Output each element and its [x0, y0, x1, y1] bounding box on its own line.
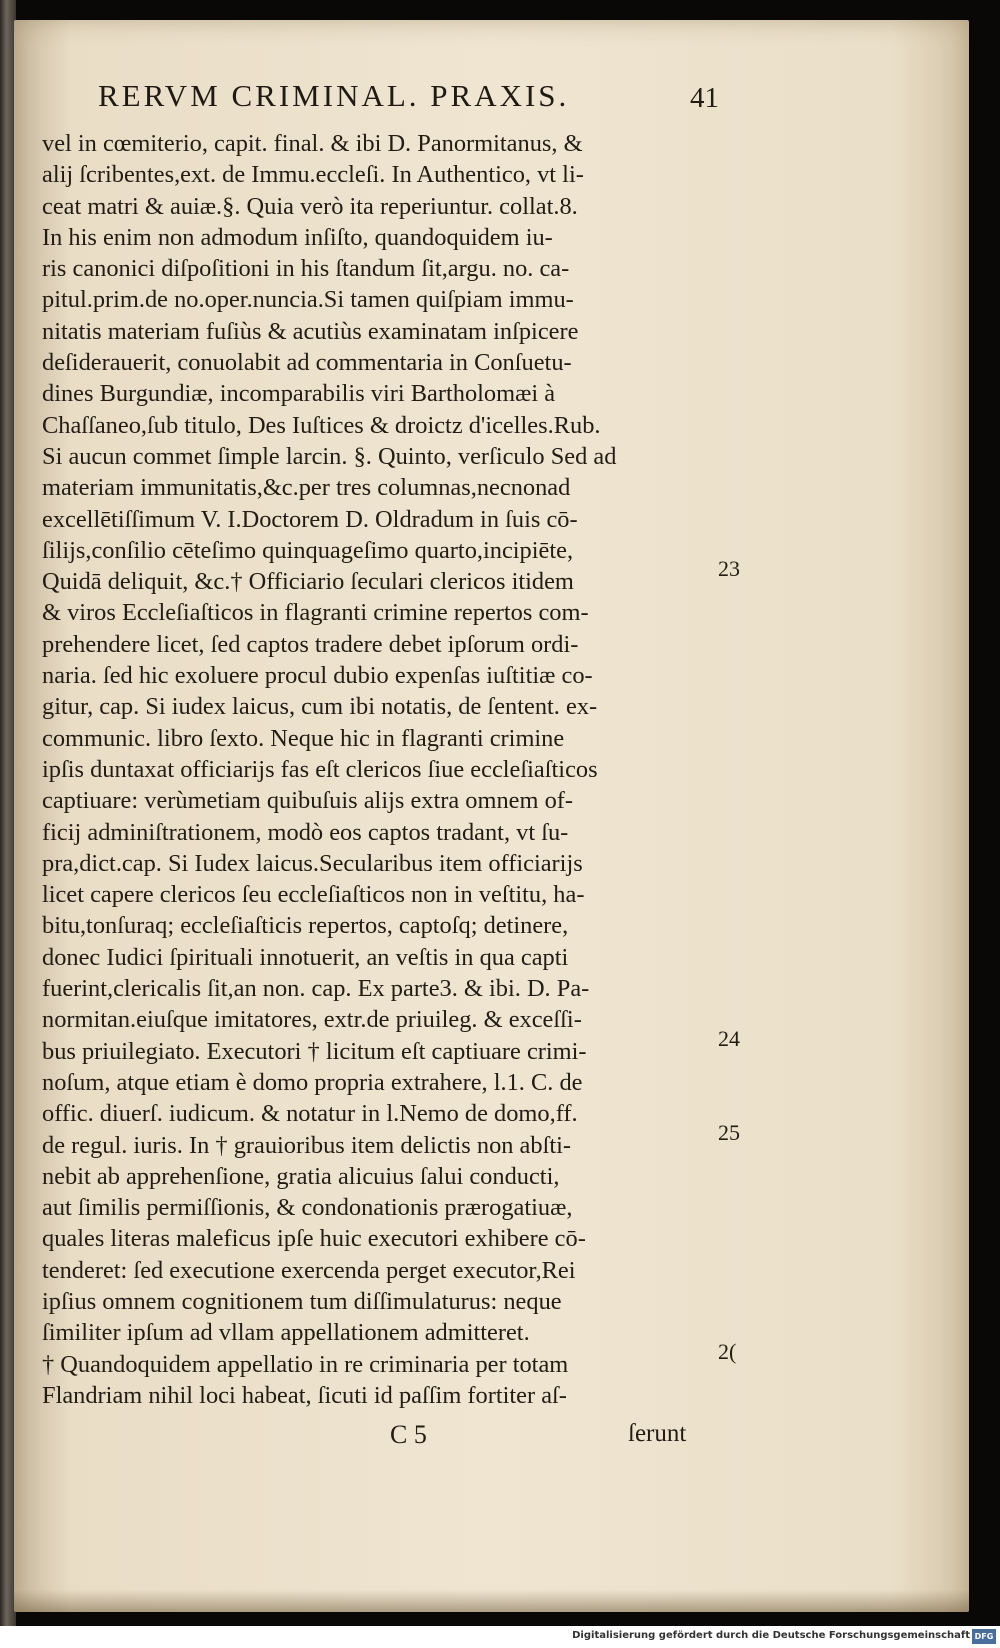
- text-line: nitatis materiam fuſiùs & acutiùs examinatam inſpicere: [42, 317, 579, 345]
- text-line: pra,dict.cap. Si Iudex laicus.Secularibus item officiarijs: [42, 849, 583, 877]
- text-line: ſimiliter ipſum ad vllam appellationem admitteret.: [42, 1319, 530, 1347]
- text-line: alij ſcribentes,ext. de Immu.eccleſi. In Authentico, vt li-: [42, 161, 584, 189]
- text-line: ris canonici diſpoſitioni in his ſtandum ſit,argu. no. ca-: [42, 255, 570, 283]
- text-line: ficij adminiſtrationem, modò eos captos tradant, vt ſu-: [42, 818, 569, 846]
- running-head: RERVM CRIMINAL. PRAXIS.: [98, 78, 570, 113]
- text-line: noſum, atque etiam è domo propria extrahere, l.1. C. de: [42, 1068, 583, 1096]
- text-line: Quidā deliquit, &c.† Officiario ſeculari clericos itidem: [42, 568, 574, 596]
- text-line: naria. ſed hic exoluere procul dubio expenſas iuſtitiæ co-: [42, 662, 593, 690]
- text-line: communic. libro ſexto. Neque hic in flagranti crimine: [42, 724, 565, 752]
- marginal-number: 24: [718, 1025, 740, 1051]
- text-line: ipſis duntaxat officiarijs fas eſt clericos ſiue eccleſiaſticos: [42, 755, 598, 783]
- text-line: † Quandoquidem appellatio in re criminaria per totam: [42, 1350, 569, 1378]
- text-line: ipſius omnem cognitionem tum diſſimulaturus: neque: [42, 1287, 562, 1315]
- funding-footer: [0, 1626, 1000, 1648]
- text-line: Chaſſaneo,ſub titulo, Des Iuſtices & droictz d'icelles.Rub.: [42, 411, 601, 439]
- text-line: & viros Eccleſiaſticos in flagranti crimine repertos com-: [42, 599, 589, 627]
- text-line: Si aucun commet ſimple larcin. §. Quinto, verſiculo Sed ad: [42, 442, 617, 470]
- text-line: normitan.eiuſque imitatores, extr.de priuileg. & exceſſi-: [42, 1006, 582, 1034]
- text-line: licet capere clericos ſeu eccleſiaſticos non in veſtitu, ha-: [42, 881, 585, 909]
- folio-number: 41: [690, 82, 719, 114]
- text-line: fuerint,clericalis ſit,an non. cap. Ex parte3. & ibi. D. Pa-: [42, 975, 590, 1003]
- catchword: ſerunt: [628, 1420, 687, 1447]
- text-line: nebit ab apprehenſione, gratia alicuius ſalui conducti,: [42, 1162, 560, 1190]
- text-line: donec Iudici ſpirituali innotuerit, an veſtis in qua capti: [42, 943, 569, 971]
- text-line: tenderet: ſed executione exercenda perget executor,Rei: [42, 1256, 576, 1284]
- text-line: Flandriam nihil loci habeat, ſicuti id paſſim fortiter aſ-: [42, 1381, 567, 1409]
- footer-credit: Digitalisierung gefördert durch die Deutsche Forschungsgemeinschaft: [572, 1630, 970, 1641]
- text-line: captiuare: verùmetiam quibuſuis alijs extra omnem of-: [42, 787, 574, 815]
- body-text: [42, 128, 732, 1411]
- dfg-logo-icon: DFG: [972, 1629, 996, 1644]
- text-line: de regul. iuris. In † grauioribus item delictis non abſti-: [42, 1131, 572, 1159]
- page-edge-shadow: [14, 1590, 969, 1612]
- text-line: offic. diuerſ. iudicum. & notatur in l.Nemo de domo,ff.: [42, 1100, 578, 1128]
- text-line: ſilijs,conſilio cēteſimo quinquageſimo quarto,incipiēte,: [42, 536, 574, 564]
- text-line: quales literas maleficus ipſe huic executori exhibere cō-: [42, 1225, 586, 1253]
- text-line: aut ſimilis permiſſionis, & condonationis prærogatiuæ,: [42, 1194, 573, 1222]
- marginal-number: 23: [718, 556, 740, 582]
- marginal-number: 25: [718, 1119, 740, 1145]
- text-line: bitu,tonſuraq; eccleſiaſticis repertos, captoſq; detinere,: [42, 912, 569, 940]
- text-line: pitul.prim.de no.oper.nuncia.Si tamen quiſpiam immu-: [42, 286, 574, 314]
- marginal-number: 2(: [718, 1338, 737, 1364]
- text-line: dines Burgundiæ, incomparabilis viri Bartholomæi à: [42, 380, 556, 408]
- text-line: bus priuilegiato. Executori † licitum eſt captiuare crimi-: [42, 1037, 587, 1065]
- signature-mark: C 5: [390, 1420, 427, 1449]
- text-line: In his enim non admodum inſiſto, quandoquidem iu-: [42, 223, 553, 251]
- text-line: prehendere licet, ſed captos tradere debet ipſorum ordi-: [42, 630, 579, 658]
- text-line: ceat matri & auiæ.§. Quia verò ita reperiuntur. collat.8.: [42, 192, 578, 220]
- text-line: materiam immunitatis,&c.per tres columnas,necnonad: [42, 474, 571, 502]
- text-line: vel in cœmiterio, capit. final. & ibi D. Panormitanus, &: [42, 130, 583, 157]
- text-line: excellētiſſimum V. I.Doctorem D. Oldradum in ſuis cō-: [42, 505, 578, 533]
- text-line: deſiderauerit, conuolabit ad commentaria in Conſuetu-: [42, 349, 572, 377]
- text-line: gitur, cap. Si iudex laicus, cum ibi notatis, de ſentent. ex-: [42, 693, 598, 721]
